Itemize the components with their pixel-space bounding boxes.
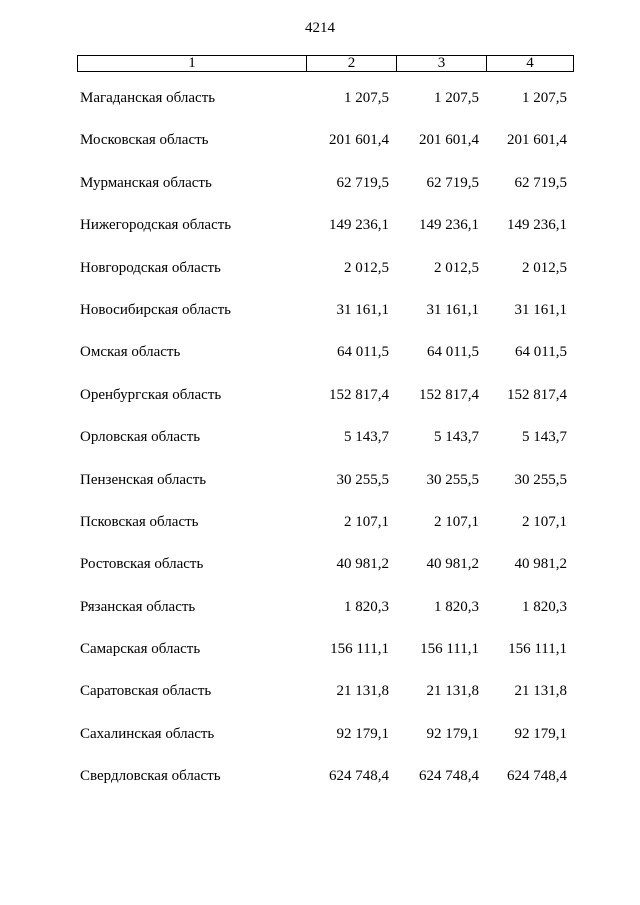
value-col-4: 30 255,5 (514, 471, 567, 488)
table-row (77, 726, 574, 768)
value-col-3: 92 179,1 (426, 725, 479, 742)
region-name: Нижегородская область (80, 217, 232, 234)
table-row (77, 260, 574, 302)
value-col-3: 1 820,3 (434, 598, 479, 615)
table-row (77, 599, 574, 641)
value-col-2: 201 601,4 (329, 132, 389, 149)
value-col-2: 64 011,5 (337, 344, 389, 361)
region-name: Саратовская область (80, 683, 212, 700)
value-col-4: 5 143,7 (522, 429, 567, 446)
value-col-4: 201 601,4 (507, 132, 567, 149)
region-name: Псковская область (80, 513, 199, 530)
value-col-4: 64 011,5 (515, 344, 567, 361)
value-col-4: 21 131,8 (514, 683, 567, 700)
region-name: Свердловская область (80, 768, 221, 785)
value-col-4: 624 748,4 (507, 768, 567, 785)
value-col-4: 40 981,2 (514, 556, 567, 573)
region-name: Рязанская область (80, 598, 196, 615)
value-col-2: 31 161,1 (336, 301, 389, 318)
value-col-3: 5 143,7 (434, 429, 479, 446)
table-column-header (77, 55, 574, 72)
table-row (77, 641, 574, 683)
table-row (77, 514, 574, 556)
column-number-3: 3 (396, 56, 486, 71)
value-col-3: 40 981,2 (426, 556, 479, 573)
value-col-4: 1 207,5 (522, 90, 567, 106)
value-col-3: 30 255,5 (426, 471, 479, 488)
value-col-2: 2 107,1 (344, 513, 389, 530)
page-number: 4214 (305, 20, 335, 36)
table-row (77, 344, 574, 386)
value-col-2: 1 207,5 (344, 90, 389, 106)
value-col-2: 624 748,4 (329, 768, 389, 785)
table-row (77, 556, 574, 598)
value-col-4: 31 161,1 (514, 301, 567, 318)
region-name: Новгородская область (80, 259, 221, 276)
value-col-3: 1 207,5 (434, 90, 479, 106)
region-name: Новосибирская область (80, 301, 232, 318)
column-number-1: 1 (188, 55, 196, 71)
column-number-2: 2 (306, 56, 396, 71)
region-name: Ростовская область (80, 556, 204, 573)
value-col-2: 62 719,5 (336, 174, 389, 191)
value-col-2: 30 255,5 (336, 471, 389, 488)
value-col-2: 2 012,5 (344, 259, 389, 276)
region-name: Магаданская область (80, 90, 216, 106)
value-col-2: 1 820,3 (344, 598, 389, 615)
table-row (77, 387, 574, 429)
value-col-3: 624 748,4 (419, 768, 479, 785)
table-row (77, 217, 574, 259)
region-name: Орловская область (80, 429, 201, 446)
value-col-4: 62 719,5 (514, 174, 567, 191)
value-col-3: 152 817,4 (419, 386, 479, 403)
region-name: Оренбургская область (80, 386, 222, 403)
value-col-3: 21 131,8 (426, 683, 479, 700)
value-col-3: 64 011,5 (427, 344, 479, 361)
table-row (77, 429, 574, 471)
table-row (77, 683, 574, 725)
value-col-2: 5 143,7 (344, 429, 389, 446)
value-col-3: 2 107,1 (434, 513, 479, 530)
value-col-3: 149 236,1 (419, 217, 479, 234)
table-row (77, 175, 574, 217)
value-col-2: 156 111,1 (330, 641, 389, 658)
region-name: Омская область (80, 344, 181, 361)
value-col-4: 156 111,1 (508, 641, 567, 658)
value-col-3: 2 012,5 (434, 259, 479, 276)
value-col-3: 156 111,1 (420, 641, 479, 658)
table-row (77, 768, 574, 810)
value-col-2: 40 981,2 (336, 556, 389, 573)
value-col-4: 149 236,1 (507, 217, 567, 234)
value-col-3: 31 161,1 (426, 301, 479, 318)
column-number-4: 4 (486, 56, 573, 71)
table-row (77, 472, 574, 514)
table-row (77, 90, 574, 132)
table-row (77, 132, 574, 174)
value-col-3: 62 719,5 (426, 174, 479, 191)
value-col-2: 92 179,1 (336, 725, 389, 742)
value-col-2: 152 817,4 (329, 386, 389, 403)
table-row (77, 302, 574, 344)
value-col-2: 149 236,1 (329, 217, 389, 234)
value-col-4: 2 107,1 (522, 513, 567, 530)
value-col-3: 201 601,4 (419, 132, 479, 149)
region-name: Мурманская область (80, 174, 212, 191)
value-col-4: 152 817,4 (507, 386, 567, 403)
region-name: Московская область (80, 132, 209, 149)
value-col-4: 1 820,3 (522, 598, 567, 615)
region-name: Сахалинская область (80, 725, 215, 742)
region-name: Самарская область (80, 641, 201, 658)
value-col-2: 21 131,8 (336, 683, 389, 700)
value-col-4: 92 179,1 (514, 725, 567, 742)
value-col-4: 2 012,5 (522, 259, 567, 276)
region-name: Пензенская область (80, 471, 207, 488)
table-body (77, 90, 574, 811)
